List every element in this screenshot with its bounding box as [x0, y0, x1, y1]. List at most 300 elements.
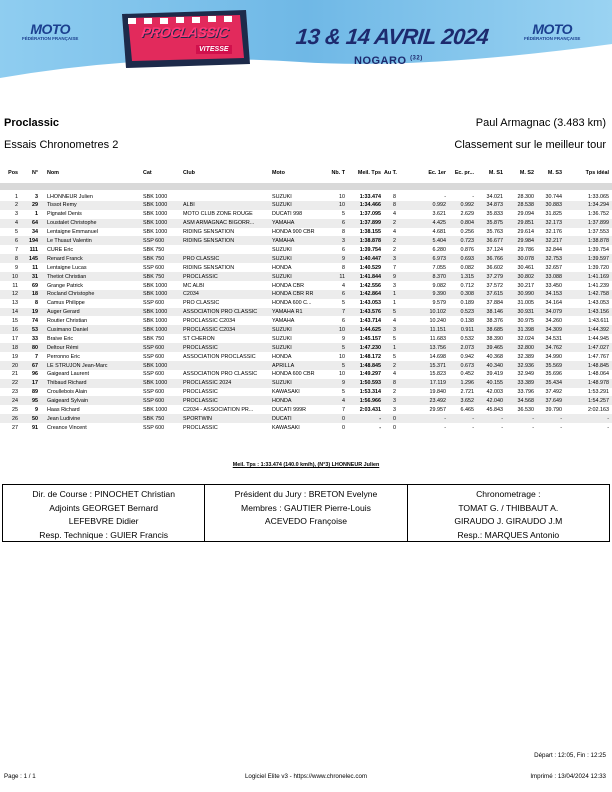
- cell-meil: 2:03.431: [359, 406, 381, 413]
- cell-s3: 32.753: [545, 255, 562, 262]
- cell-ec1: 15.823: [429, 371, 446, 378]
- header-s2: M. S2: [519, 170, 534, 176]
- cell-aut: 3: [393, 398, 396, 405]
- timing-column: [408, 485, 609, 541]
- cell-meil: 1:40.529: [359, 264, 381, 271]
- cell-num: 64: [32, 220, 38, 227]
- header-nbt: Nb. T: [331, 170, 345, 176]
- cell-cat: SBK 750: [143, 246, 165, 253]
- cell-aut: 2: [393, 220, 396, 227]
- header-club: Club: [183, 170, 195, 176]
- table-row: [0, 396, 612, 405]
- table-row: [0, 236, 612, 245]
- cell-s1: 35.833: [486, 211, 503, 218]
- cell-ec1: 9.579: [432, 300, 446, 307]
- cell-tps: 1:48.978: [588, 380, 609, 387]
- cell-pos: 2: [15, 202, 18, 209]
- cell-pos: 27: [12, 424, 18, 431]
- cell-pos: 26: [12, 415, 18, 422]
- cell-moto: HONDA: [272, 264, 292, 271]
- cell-s3: 33.088: [545, 273, 562, 280]
- cell-num: 96: [32, 371, 38, 378]
- cell-num: 31: [32, 273, 38, 280]
- cell-ec1: 8.370: [432, 273, 446, 280]
- event-place-dept: (32): [410, 55, 423, 62]
- cell-s1: 38.146: [486, 309, 503, 316]
- table-row: [0, 272, 612, 281]
- officials-box: [2, 484, 610, 542]
- cell-pos: 18: [12, 344, 18, 351]
- cell-ec2: 1.315: [460, 273, 474, 280]
- cell-nbt: 6: [342, 220, 345, 227]
- timing-heading: Chronometrage :: [476, 489, 541, 499]
- circuit-name: Paul Armagnac (3.483 km): [475, 117, 606, 129]
- cell-nbt: 4: [342, 282, 345, 289]
- cell-num: 50: [32, 415, 38, 422]
- cell-num: 145: [29, 255, 38, 262]
- cell-tps: -: [607, 415, 609, 422]
- cell-cat: SSP 600: [143, 389, 165, 396]
- cell-s2: 33.796: [517, 389, 534, 396]
- cell-nbt: 4: [342, 398, 345, 405]
- cell-meil: -: [379, 424, 381, 431]
- header-ec2: Ec. pr...: [454, 170, 474, 176]
- cell-nbt: 6: [342, 246, 345, 253]
- cell-aut: 4: [393, 211, 396, 218]
- cell-moto: HONDA 600 C...: [272, 300, 312, 307]
- cell-num: 95: [32, 398, 38, 405]
- cell-name: Braive Eric: [47, 335, 74, 342]
- cell-tps: 1:43.611: [588, 318, 609, 325]
- cell-s1: 34.873: [486, 202, 503, 209]
- cell-club: PROCLASSIC: [183, 398, 218, 405]
- cell-s1: 40.340: [486, 362, 503, 369]
- jury-member-1: Membres : GAUTIER Pierre-Louis: [241, 502, 371, 513]
- ffm-logo-left-subtext: FÉDÉRATION FRANÇAISE: [22, 36, 79, 41]
- cell-moto: DUCATI: [272, 415, 292, 422]
- table-row: [0, 352, 612, 361]
- cell-s3: 34.762: [545, 344, 562, 351]
- cell-s2: 29.851: [517, 220, 534, 227]
- cell-s2: 30.802: [517, 273, 534, 280]
- cell-club: SPORTWIN: [183, 415, 212, 422]
- cell-tps: 1:53.291: [588, 389, 609, 396]
- cell-tps: 2:02.163: [588, 406, 609, 413]
- cell-num: 91: [32, 424, 38, 431]
- cell-pos: 14: [12, 309, 18, 316]
- cell-nbt: 5: [342, 389, 345, 396]
- cell-nbt: 0: [342, 415, 345, 422]
- cell-aut: 5: [393, 335, 396, 342]
- cell-s3: 31.825: [545, 211, 562, 218]
- cell-ec1: 10.102: [429, 309, 446, 316]
- cell-s1: 40.155: [486, 380, 503, 387]
- cell-tps: 1:54.257: [588, 398, 609, 405]
- cell-num: 34: [32, 229, 38, 236]
- race-director: Dir. de Course : PINOCHET Christian: [32, 489, 175, 499]
- cell-s1: 37.615: [486, 291, 503, 298]
- cell-ec1: 17.119: [429, 380, 446, 387]
- cell-meil: 1:47.230: [359, 344, 381, 351]
- jury-member-2: ACEVEDO Françoise: [264, 516, 348, 526]
- cell-tps: 1:39.754: [588, 246, 609, 253]
- cell-s1: 38.685: [486, 326, 503, 333]
- cell-s2: 32.024: [517, 335, 534, 342]
- cell-s2: 30.461: [517, 264, 534, 271]
- cell-tps: 1:36.752: [588, 211, 609, 218]
- table-row: [0, 210, 612, 219]
- cell-s2: 30.990: [517, 291, 534, 298]
- cell-nbt: 11: [339, 273, 345, 280]
- cell-ec1: -: [444, 424, 446, 431]
- cell-s1: 37.884: [486, 300, 503, 307]
- cell-pos: 6: [15, 238, 18, 245]
- cell-ec1: 4.425: [432, 220, 446, 227]
- cell-pos: 24: [12, 398, 18, 405]
- cell-ec1: 13.756: [429, 344, 446, 351]
- cell-s2: 30.078: [517, 255, 534, 262]
- cell-s1: 36.677: [486, 238, 503, 245]
- proclassic-logo-text: PROCLASSIC: [140, 24, 230, 40]
- cell-moto: SUZUKI: [272, 335, 292, 342]
- cell-tps: 1:43.156: [588, 309, 609, 316]
- cell-name: Thibaud Richard: [47, 380, 87, 387]
- cell-cat: SSP 600: [143, 238, 165, 245]
- cell-nbt: 5: [342, 344, 345, 351]
- cell-cat: SSP 600: [143, 300, 165, 307]
- cell-s2: 30.931: [517, 309, 534, 316]
- cell-meil: 1:48.845: [359, 362, 381, 369]
- cell-club: PROCLASSIC C2034: [183, 326, 236, 333]
- table-row: [0, 290, 612, 299]
- cell-num: 1: [35, 211, 38, 218]
- cell-club: MC ALBI: [183, 282, 205, 289]
- cell-pos: 15: [12, 318, 18, 325]
- cell-name: Perronno Eric: [47, 353, 80, 360]
- jury-column: [205, 485, 407, 541]
- cell-cat: SBK 1000: [143, 211, 168, 218]
- cell-ec1: -: [444, 193, 446, 200]
- session-title: Essais Chronometres 2: [4, 139, 119, 151]
- table-row: [0, 405, 612, 414]
- cell-aut: 2: [393, 389, 396, 396]
- event-place-name: NOGARO: [354, 55, 407, 67]
- cell-moto: SUZUKI: [272, 202, 292, 209]
- cell-s1: 39.419: [486, 371, 503, 378]
- cell-tps: 1:37.899: [588, 220, 609, 227]
- event-banner: [0, 0, 612, 80]
- ffm-logo-right: [524, 22, 580, 42]
- cell-meil: 1:53.314: [359, 389, 381, 396]
- cell-aut: 1: [393, 300, 396, 307]
- cell-club: ST CHERON: [183, 335, 215, 342]
- cell-s2: 32.949: [517, 371, 534, 378]
- cell-pos: 3: [15, 211, 18, 218]
- cell-pos: 12: [12, 291, 18, 298]
- cell-num: 67: [32, 362, 38, 369]
- cell-ec2: 0.876: [460, 246, 474, 253]
- cell-club: ASM ARMAGNAC BIGORR...: [183, 220, 255, 227]
- cell-s1: 35.763: [486, 229, 503, 236]
- cell-moto: YAMAHA: [272, 220, 295, 227]
- jury-president: Président du Jury : BRETON Evelyne: [234, 489, 378, 499]
- cell-nbt: 9: [342, 380, 345, 387]
- cell-pos: 21: [12, 371, 18, 378]
- table-row: [0, 263, 612, 272]
- best-lap-summary: Meil. Tps : 1:33.474 (140.0 km/h), (N°3) LHONNEUR Julien: [232, 462, 380, 468]
- cell-ec1: 10.240: [429, 318, 446, 325]
- cell-s2: 30.217: [517, 282, 534, 289]
- cell-s2: 29.984: [517, 238, 534, 245]
- cell-cat: SSP 600: [143, 344, 165, 351]
- cell-nbt: 6: [342, 318, 345, 325]
- cell-num: 19: [32, 309, 38, 316]
- cell-s1: 36.766: [486, 255, 503, 262]
- cell-moto: HONDA: [272, 353, 292, 360]
- cell-nbt: 5: [342, 211, 345, 218]
- cell-name: Camus Philippe: [47, 300, 85, 307]
- cell-pos: 13: [12, 300, 18, 307]
- header-s1: M. S1: [488, 170, 503, 176]
- cell-aut: 4: [393, 318, 396, 325]
- header-tps: Tps idéal: [585, 170, 609, 176]
- table-row: [0, 334, 612, 343]
- cell-name: Auger Gerard: [47, 309, 80, 316]
- cell-nbt: 9: [342, 335, 345, 342]
- table-row: [0, 388, 612, 397]
- timekeepers-2: GIRAUDO J. GIRAUDO J.M: [454, 516, 563, 526]
- cell-pos: 16: [12, 326, 18, 333]
- cell-meil: 1:48.172: [359, 353, 381, 360]
- cell-pos: 9: [15, 264, 18, 271]
- cell-name: Cusimano Daniel: [47, 326, 89, 333]
- table-row: [0, 299, 612, 308]
- table-row: [0, 192, 612, 201]
- cell-s1: 36.602: [486, 264, 503, 271]
- cell-ec1: 11.683: [429, 335, 446, 342]
- cell-s2: 36.530: [517, 406, 534, 413]
- cell-ec2: 0.804: [460, 220, 474, 227]
- cell-cat: SBK 750: [143, 255, 165, 262]
- timing-manager: Resp.: MARQUES Antonio: [457, 529, 560, 540]
- cell-s3: 32.217: [545, 238, 562, 245]
- cell-moto: DUCATI 999R: [272, 406, 307, 413]
- cell-meil: 1:42.556: [359, 282, 381, 289]
- software-credit: Logiciel Elite v3 - https://www.chronelec.com: [244, 773, 368, 780]
- cell-s3: 32.176: [545, 229, 562, 236]
- cell-cat: SBK 1000: [143, 309, 168, 316]
- cell-s1: 37.572: [486, 282, 503, 289]
- cell-aut: 1: [393, 344, 396, 351]
- cell-name: Loustalet Christophe: [47, 220, 97, 227]
- cell-cat: SBK 1000: [143, 326, 168, 333]
- cell-tps: 1:44.392: [588, 326, 609, 333]
- cell-num: 80: [32, 344, 38, 351]
- cell-cat: SBK 1000: [143, 229, 168, 236]
- cell-aut: 0: [393, 415, 396, 422]
- cell-name: Thetiot Christian: [47, 273, 87, 280]
- table-row: [0, 281, 612, 290]
- cell-meil: 1:43.053: [359, 300, 381, 307]
- cell-meil: 1:41.844: [359, 273, 381, 280]
- table-row: [0, 379, 612, 388]
- cell-name: Jean Ludivine: [47, 415, 81, 422]
- cell-s1: 34.021: [486, 193, 503, 200]
- table-row: [0, 343, 612, 352]
- cell-cat: SBK 1000: [143, 193, 168, 200]
- cell-club: RIDING SENSATION: [183, 238, 235, 245]
- cell-s3: 34.079: [545, 309, 562, 316]
- cell-meil: -: [379, 415, 381, 422]
- cell-aut: 4: [393, 229, 396, 236]
- cell-s1: 39.465: [486, 344, 503, 351]
- cell-moto: KAWASAKI: [272, 389, 300, 396]
- cell-num: 89: [32, 389, 38, 396]
- cell-moto: SUZUKI: [272, 344, 292, 351]
- cell-aut: 1: [393, 291, 396, 298]
- cell-ec1: 4.681: [432, 229, 446, 236]
- cell-name: Lentaigne Lucas: [47, 264, 87, 271]
- table-row: [0, 414, 612, 423]
- cell-s3: 34.531: [545, 335, 562, 342]
- cell-pos: 19: [12, 353, 18, 360]
- cell-pos: 20: [12, 362, 18, 369]
- cell-ec2: 0.138: [460, 318, 474, 325]
- cell-meil: 1:33.474: [359, 193, 381, 200]
- table-body: [0, 192, 612, 432]
- table-row: [0, 201, 612, 210]
- cell-tps: 1:41.239: [588, 282, 609, 289]
- cell-club: C2034: [183, 291, 199, 298]
- cell-aut: 5: [393, 309, 396, 316]
- cell-ec2: 0.189: [460, 300, 474, 307]
- cell-club: ASSOCIATION PROCLASSIC: [183, 353, 256, 360]
- cell-meil: 1:43.576: [359, 309, 381, 316]
- deputy-director-2: LEFEBVRE Didier: [68, 516, 139, 526]
- ffm-logo-right-subtext: FÉDÉRATION FRANÇAISE: [524, 36, 581, 41]
- cell-moto: HONDA: [272, 398, 292, 405]
- cell-tps: -: [607, 424, 609, 431]
- page-number: Page : 1 / 1: [4, 773, 36, 780]
- cell-pos: 23: [12, 389, 18, 396]
- cell-pos: 10: [12, 273, 18, 280]
- header-moto: Moto: [272, 170, 285, 176]
- cell-nbt: 9: [342, 255, 345, 262]
- cell-aut: 7: [393, 264, 396, 271]
- cell-aut: 8: [393, 193, 396, 200]
- header-meil: Meil. Tps: [357, 170, 381, 176]
- cell-nbt: 5: [342, 362, 345, 369]
- cell-s2: -: [532, 415, 534, 422]
- cell-ec2: 6.465: [460, 406, 474, 413]
- results-table: [0, 167, 612, 432]
- cell-pos: 1: [15, 193, 18, 200]
- cell-num: 3: [35, 193, 38, 200]
- cell-meil: 1:49.297: [359, 371, 381, 378]
- cell-nbt: 8: [342, 229, 345, 236]
- cell-s3: 35.434: [545, 380, 562, 387]
- cell-tps: 1:41.169: [588, 273, 609, 280]
- cell-club: MOTO CLUB ZONE ROUGE: [183, 211, 253, 218]
- cell-moto: YAMAHA R1: [272, 309, 303, 316]
- cell-ec2: 0.082: [460, 264, 474, 271]
- cell-num: 11: [32, 264, 38, 271]
- cell-meil: 1:34.466: [359, 202, 381, 209]
- cell-moto: SUZUKI: [272, 326, 292, 333]
- cell-moto: SUZUKI: [272, 273, 292, 280]
- cell-aut: 5: [393, 353, 396, 360]
- cell-ec2: 0.992: [460, 202, 474, 209]
- cell-ec1: 9.082: [432, 282, 446, 289]
- cell-ec1: 6.280: [432, 246, 446, 253]
- cell-aut: 3: [393, 255, 396, 262]
- cell-aut: 3: [393, 326, 396, 333]
- cell-num: 17: [32, 380, 38, 387]
- cell-nbt: 10: [339, 371, 345, 378]
- cell-nbt: 3: [342, 238, 345, 245]
- cell-s3: 39.790: [545, 406, 562, 413]
- table-row: [0, 219, 612, 228]
- cell-moto: APRILLA: [272, 362, 295, 369]
- table-row: [0, 423, 612, 432]
- cell-club: PROCLASSIC 2024: [183, 380, 232, 387]
- cell-tps: 1:48.845: [588, 362, 609, 369]
- cell-ec1: 0.992: [432, 202, 446, 209]
- cell-cat: SBK 1000: [143, 202, 168, 209]
- cell-s1: 45.843: [486, 406, 503, 413]
- cell-pos: 25: [12, 406, 18, 413]
- cell-ec2: 2.721: [460, 389, 474, 396]
- cell-ec1: 7.055: [432, 264, 446, 271]
- cell-s1: 37.279: [486, 273, 503, 280]
- cell-s3: 33.450: [545, 282, 562, 289]
- cell-name: Routier Christian: [47, 318, 88, 325]
- cell-ec2: 0.712: [460, 282, 474, 289]
- header-s3: M. S3: [547, 170, 562, 176]
- cell-moto: HONDA 900 CBR: [272, 229, 315, 236]
- cell-club: PRO CLASSIC: [183, 300, 220, 307]
- cell-s1: 38.390: [486, 335, 503, 342]
- cell-cat: SBK 750: [143, 415, 165, 422]
- header-pos: Pos: [8, 170, 18, 176]
- cell-name: Gaigeard Laurent: [47, 371, 89, 378]
- cell-s2: 30.975: [517, 318, 534, 325]
- cell-num: 194: [29, 238, 38, 245]
- cell-meil: 1:37.095: [359, 211, 381, 218]
- cell-s3: 32.657: [545, 264, 562, 271]
- cell-meil: 1:45.157: [359, 335, 381, 342]
- cell-tps: 1:42.758: [588, 291, 609, 298]
- table-row: [0, 361, 612, 370]
- cell-s2: 33.389: [517, 380, 534, 387]
- cell-tps: 1:37.553: [588, 229, 609, 236]
- cell-nbt: 7: [342, 309, 345, 316]
- header-cat: Cat: [143, 170, 152, 176]
- cell-aut: 9: [393, 273, 396, 280]
- cell-num: 69: [32, 282, 38, 289]
- cell-club: PROCLASSIC C2034: [183, 318, 236, 325]
- cell-num: 29: [32, 202, 38, 209]
- cell-tps: 1:47.027: [588, 344, 609, 351]
- table-row: [0, 228, 612, 237]
- cell-nbt: 7: [342, 406, 345, 413]
- cell-ec1: 19.840: [429, 389, 446, 396]
- cell-ec2: 0.452: [460, 371, 474, 378]
- cell-moto: HONDA CBR RR: [272, 291, 314, 298]
- cell-s3: 37.492: [545, 389, 562, 396]
- cell-name: Deltour Rémi: [47, 344, 79, 351]
- cell-meil: 1:44.625: [359, 326, 381, 333]
